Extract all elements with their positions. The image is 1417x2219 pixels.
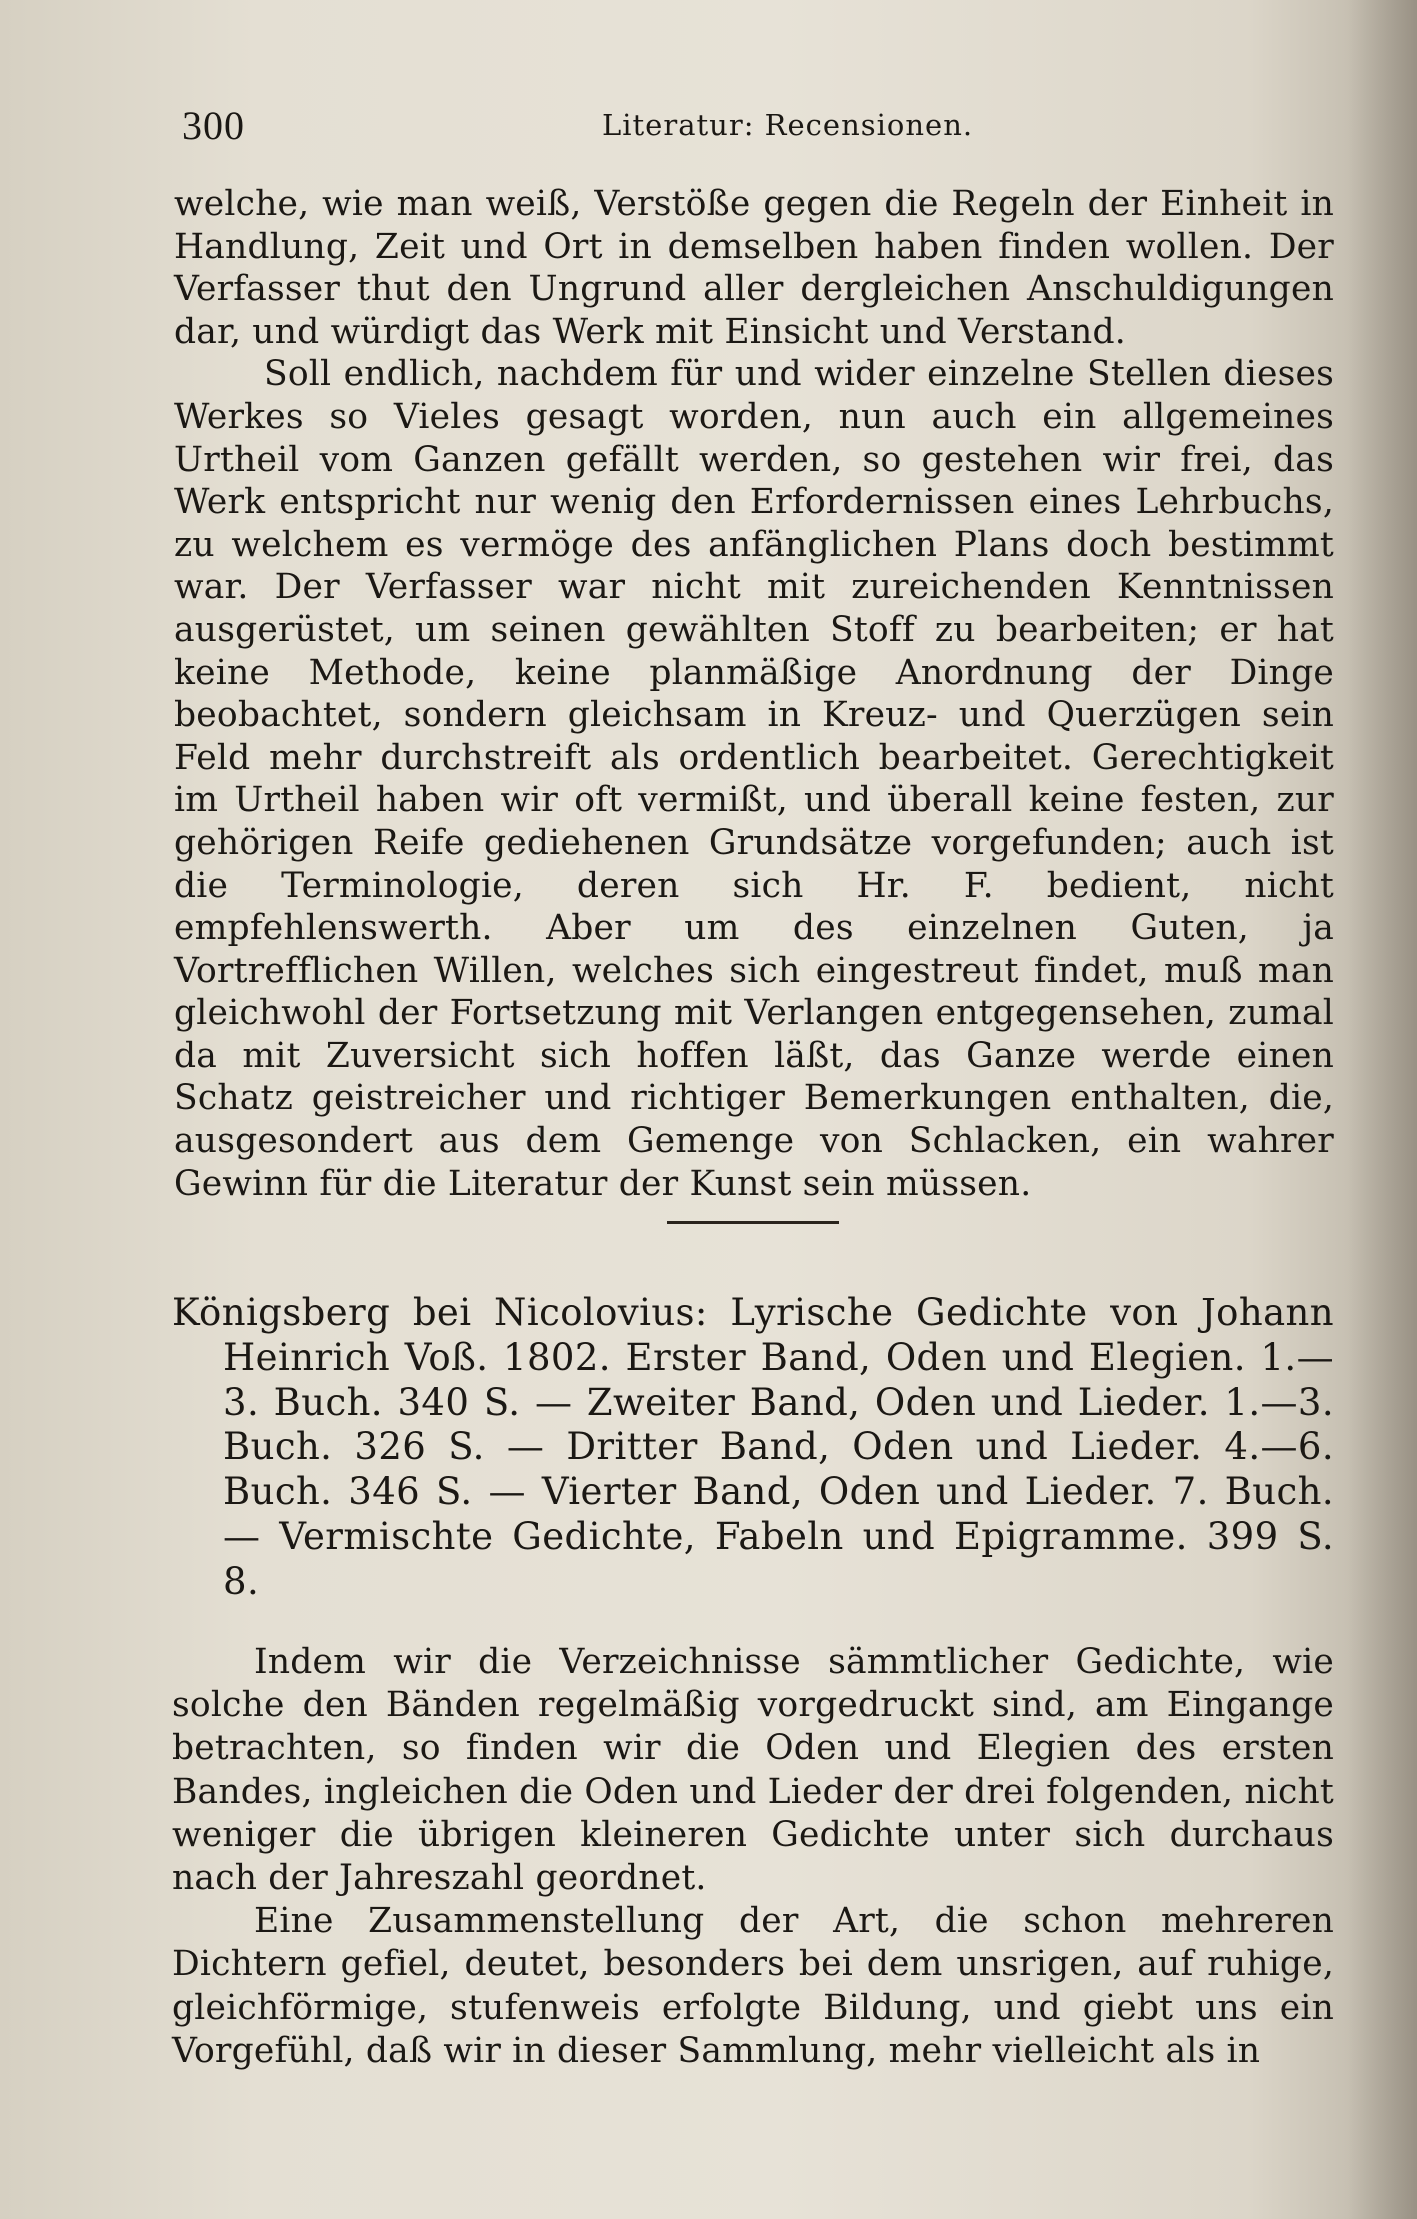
bibliographic-heading: Königsberg bei Nicolovius: Lyrische Gedichte von Johann Heinrich Voß. 1802. Erster Band, Oden und Elegien. 1.—3. Buch. 340 S. — Zweiter Band, Oden und Lieder. 1.—3. Buch. 326 S. — Dritter Band, Oden und Lieder. 4.—6. Buch. 346 S. — Vierter Band, Oden und Lieder. 7. Buch. — Vermischte Gedichte, Fabeln und Epigramme. 399 S. 8. [172,1291,1334,1603]
review-body [172,1641,1334,2073]
section-divider [667,1221,839,1224]
page-header [182,102,1332,152]
body-paragraph: Soll endlich, nachdem für und wider einzelne Stellen dieses Werkes so Vieles gesagt worden, nun auch ein allgemeines Urtheil vom Ganzen gefällt werden, so gestehen wir frei, das Werk entspricht nur wenig den Erfordernissen eines Lehrbuchs, zu welchem es vermöge des anfänglichen Plans doch bestimmt war. Der Verfasser war nicht mit zureichenden Kenntnissen ausgerüstet, um seinen gewählten Stoff zu bearbeiten; er hat keine Methode, keine planmäßige Anordnung der Dinge beobachtet, sondern gleichsam in Kreuz- und Querzügen sein Feld mehr durchstreift als ordentlich bearbeitet. Gerechtigkeit im Urtheil haben wir oft vermißt, und überall keine festen, zur gehörigen Reife gediehenen Grundsätze vorgefunden; auch ist die Terminologie, deren sich Hr. F. bedient, nicht empfehlenswerth. Aber um des einzelnen Guten, ja Vortrefflichen Willen, welches sich eingestreut findet, muß man gleichwohl der Fortsetzung mit Verlangen entgegensehen, zumal da mit Zuversicht sich hoffen läßt, das Ganze werde einen Schatz geistreicher und richtiger Bemerkungen enthalten, die, ausgesondert aus dem Gemenge von Schlacken, ein wahrer Gewinn für die Literatur der Kunst sein müssen. [174,354,1334,1204]
running-head: Literatur: Recensionen. [602,108,974,142]
body-paragraph: welche, wie man weiß, Verstöße gegen die Regeln der Einheit in Handlung, Zeit und Ort in demselben haben finden wollen. Der Verfasser thut den Ungrund aller dergleichen Anschuldigungen dar, und würdigt das Werk mit Einsicht und Verstand. [174,184,1334,352]
previous-review-conclusion [174,183,1334,1205]
page-number: 300 [182,103,245,148]
bibliographic-entry [172,1291,1334,1605]
body-paragraph: Indem wir die Verzeichnisse sämmtlicher Gedichte, wie solche den Bänden regelmäßig vorgedruckt sind, am Eingange betrachten, so finden wir die Oden und Elegien des ersten Bandes, ingleichen die Oden und Lieder der drei folgenden, nicht weniger die übrigen kleineren Gedichte unter sich durchaus nach der Jahreszahl geordnet. [172,1642,1334,1899]
body-paragraph: Eine Zusammenstellung der Art, die schon mehreren Dichtern gefiel, deutet, besonders bei dem unsrigen, auf ruhige, gleichförmige, stufenweis erfolgte Bildung, und giebt uns ein Vorgefühl, daß wir in dieser Sammlung, mehr vielleicht als in [172,1901,1334,2071]
